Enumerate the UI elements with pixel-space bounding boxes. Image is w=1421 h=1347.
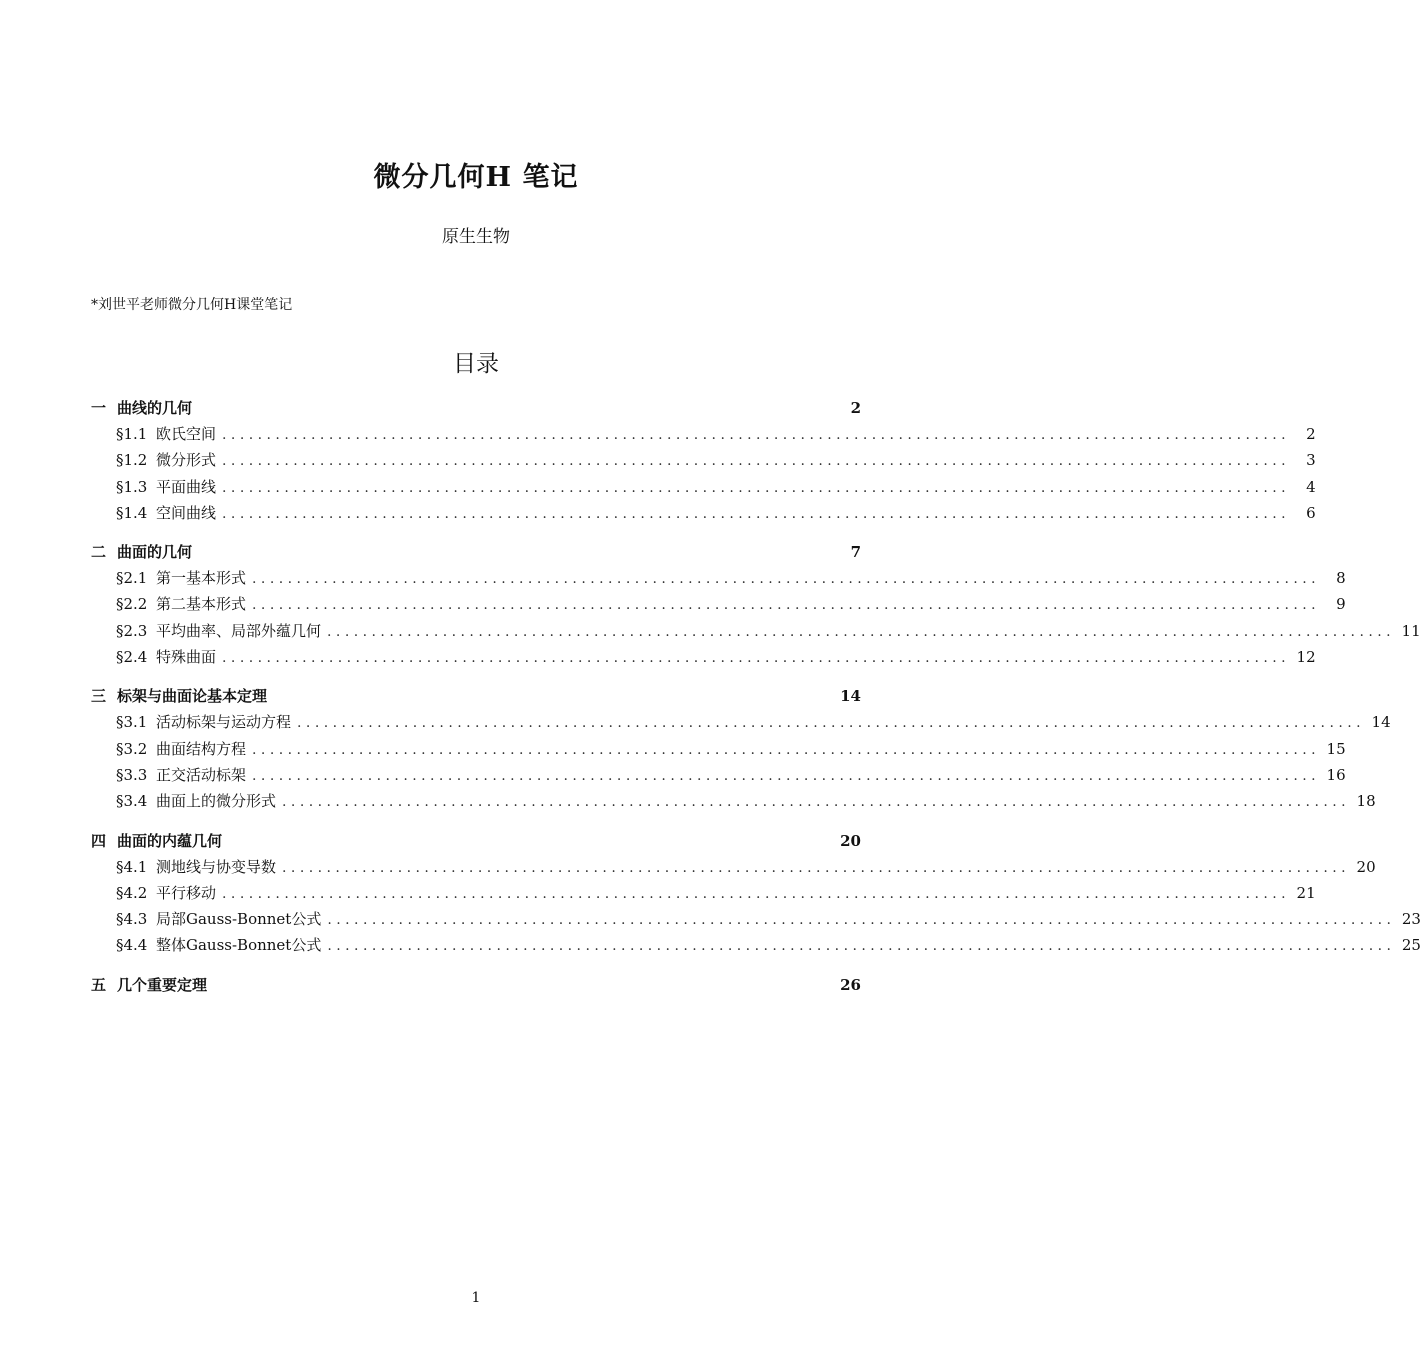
section-page: 25 — [1401, 936, 1421, 955]
section-number: §4.3 — [116, 910, 148, 929]
toc-heading: 目录 — [453, 351, 499, 377]
section-page: 16 — [1326, 765, 1346, 784]
chapter-number: 五 — [91, 975, 107, 994]
section-number: §1.2 — [116, 451, 148, 470]
section-title: 曲面结构方程 — [156, 739, 247, 758]
chapter-page: 20 — [840, 831, 861, 850]
dot-leader: . . . . . . . . . . . . . . . . . . . . . . . . . . . . . . . . . . . . . . . . . . . . . . . . . . . . . . . . . . . . . . . . . . . . . . . . . . . . . . . . . . . . . . . . . . . . . . . . . . . . . . . . . . . . . . . . . . . . . . . . — [327, 912, 1391, 929]
chapter-number: 四 — [91, 831, 107, 850]
section-number: §4.2 — [116, 883, 148, 902]
chapter-number: 三 — [91, 687, 107, 706]
section-title: 欧氏空间 — [156, 425, 217, 443]
dot-leader: . . . . . . . . . . . . . . . . . . . . . . . . . . . . . . . . . . . . . . . . . . . . . . . . . . . . . . . . . . . . . . . . . . . . . . . . . . . . . . . . . . . . . . . . . . . . . . . . . . . . . . . . . . . . . . . . . . . . . . . . — [222, 479, 1286, 496]
section-title: 第二基本形式 — [156, 595, 247, 614]
toc-chapter — [91, 683, 1391, 814]
dot-leader: . . . . . . . . . . . . . . . . . . . . . . . . . . . . . . . . . . . . . . . . . . . . . . . . . . . . . . . . . . . . . . . . . . . . . . . . . . . . . . . . . . . . . . . . . . . . . . . . . . . . . . . . . . . . . . . . . . . . . . . . — [222, 650, 1286, 667]
section-page: 9 — [1336, 595, 1346, 614]
section-page: 14 — [1371, 713, 1391, 732]
chapter-title: 标架与曲面论基本定理 — [117, 687, 268, 706]
section-title: 第一基本形式 — [156, 569, 247, 588]
section-number: §2.2 — [116, 595, 148, 614]
section-number: §4.4 — [116, 936, 148, 955]
toc-chapter-entry[interactable] — [91, 828, 861, 854]
toc-section-entry[interactable] — [91, 421, 1316, 447]
chapter-title: 曲面的内蕴几何 — [117, 831, 223, 850]
section-title: 空间曲线 — [156, 503, 217, 522]
dot-leader: . . . . . . . . . . . . . . . . . . . . . . . . . . . . . . . . . . . . . . . . . . . . . . . . . . . . . . . . . . . . . . . . . . . . . . . . . . . . . . . . . . . . . . . . . . . . . . . . . . . . . . . . . . . . . . . . . . . . . . . . — [222, 427, 1286, 443]
toc-section-entry[interactable] — [91, 906, 1421, 932]
toc-section-entry[interactable] — [91, 447, 1316, 473]
toc-section-entry[interactable] — [91, 788, 1376, 814]
section-page: 21 — [1296, 883, 1316, 902]
dot-leader: . . . . . . . . . . . . . . . . . . . . . . . . . . . . . . . . . . . . . . . . . . . . . . . . . . . . . . . . . . . . . . . . . . . . . . . . . . . . . . . . . . . . . . . . . . . . . . . . . . . . . . . . . . . . . . . . . . . . . . . . — [327, 938, 1391, 955]
section-page: 15 — [1326, 739, 1346, 758]
toc-section-entry[interactable] — [91, 500, 1316, 526]
page-number: 1 — [471, 1290, 481, 1306]
section-title: 特殊曲面 — [156, 648, 217, 667]
chapter-page: 7 — [850, 543, 861, 562]
section-title: 平均曲率、局部外蕴几何 — [156, 621, 322, 640]
chapter-title: 曲线的几何 — [117, 399, 193, 417]
document-title: 微分几何H 笔记 — [373, 162, 579, 193]
toc-chapter — [91, 539, 1421, 670]
section-number: §2.4 — [116, 648, 148, 667]
dot-leader: . . . . . . . . . . . . . . . . . . . . . . . . . . . . . . . . . . . . . . . . . . . . . . . . . . . . . . . . . . . . . . . . . . . . . . . . . . . . . . . . . . . . . . . . . . . . . . . . . . . . . . . . . . . . . . . . . . . . . . . . — [282, 794, 1346, 811]
toc-section-entry[interactable] — [91, 474, 1316, 500]
chapter-page: 26 — [840, 975, 861, 994]
section-title: 活动标架与运动方程 — [156, 713, 292, 732]
section-number: §2.3 — [116, 621, 148, 640]
section-number: §3.1 — [116, 713, 148, 732]
section-page: 20 — [1356, 857, 1376, 876]
toc-chapter-entry[interactable] — [91, 539, 861, 565]
chapter-number: 二 — [91, 543, 107, 562]
dot-leader: . . . . . . . . . . . . . . . . . . . . . . . . . . . . . . . . . . . . . . . . . . . . . . . . . . . . . . . . . . . . . . . . . . . . . . . . . . . . . . . . . . . . . . . . . . . . . . . . . . . . . . . . . . . . . . . . . . . . . . . . — [252, 767, 1316, 784]
section-number: §1.1 — [116, 425, 148, 443]
author-name: 原生生物 — [442, 227, 510, 247]
section-number: §3.4 — [116, 792, 148, 811]
footnote: *刘世平老师微分几何H课堂笔记 — [91, 297, 293, 313]
toc-chapter-entry[interactable] — [91, 972, 861, 998]
dot-leader: . . . . . . . . . . . . . . . . . . . . . . . . . . . . . . . . . . . . . . . . . . . . . . . . . . . . . . . . . . . . . . . . . . . . . . . . . . . . . . . . . . . . . . . . . . . . . . . . . . . . . . . . . . . . . . . . . . . . . . . . — [222, 885, 1286, 902]
toc-section-entry[interactable] — [91, 591, 1346, 617]
dot-leader: . . . . . . . . . . . . . . . . . . . . . . . . . . . . . . . . . . . . . . . . . . . . . . . . . . . . . . . . . . . . . . . . . . . . . . . . . . . . . . . . . . . . . . . . . . . . . . . . . . . . . . . . . . . . . . . . . . . . . . . . — [222, 505, 1286, 522]
section-title: 平行移动 — [156, 883, 217, 902]
chapter-title: 几个重要定理 — [117, 975, 208, 994]
section-page: 2 — [1306, 425, 1316, 443]
chapter-number: 一 — [91, 399, 107, 417]
section-title: 测地线与协变导数 — [156, 857, 277, 876]
section-page: 3 — [1306, 451, 1316, 470]
section-title: 平面曲线 — [156, 477, 217, 496]
section-title: 微分形式 — [156, 451, 217, 470]
toc-section-entry[interactable] — [91, 644, 1316, 670]
chapter-title: 曲面的几何 — [117, 543, 193, 562]
section-number: §4.1 — [116, 857, 148, 876]
section-number: §1.3 — [116, 477, 148, 496]
toc-chapter-entry[interactable] — [91, 683, 861, 709]
section-title: 曲面上的微分形式 — [156, 792, 277, 811]
dot-leader: . . . . . . . . . . . . . . . . . . . . . . . . . . . . . . . . . . . . . . . . . . . . . . . . . . . . . . . . . . . . . . . . . . . . . . . . . . . . . . . . . . . . . . . . . . . . . . . . . . . . . . . . . . . . . . . . . . . . . . . . — [222, 453, 1286, 470]
section-page: 23 — [1401, 910, 1421, 929]
toc-section-entry[interactable] — [91, 736, 1346, 762]
section-page: 18 — [1356, 792, 1376, 811]
section-number: §3.3 — [116, 765, 148, 784]
toc-section-entry[interactable] — [91, 565, 1346, 591]
toc-section-entry[interactable] — [91, 709, 1391, 735]
chapter-page: 14 — [840, 687, 861, 706]
section-title: 整体Gauss-Bonnet公式 — [156, 936, 322, 955]
dot-leader: . . . . . . . . . . . . . . . . . . . . . . . . . . . . . . . . . . . . . . . . . . . . . . . . . . . . . . . . . . . . . . . . . . . . . . . . . . . . . . . . . . . . . . . . . . . . . . . . . . . . . . . . . . . . . . . . . . . . . . . . — [252, 571, 1316, 588]
section-number: §1.4 — [116, 503, 148, 522]
dot-leader: . . . . . . . . . . . . . . . . . . . . . . . . . . . . . . . . . . . . . . . . . . . . . . . . . . . . . . . . . . . . . . . . . . . . . . . . . . . . . . . . . . . . . . . . . . . . . . . . . . . . . . . . . . . . . . . . . . . . . . . . — [282, 859, 1346, 876]
toc-section-entry[interactable] — [91, 932, 1421, 958]
toc-chapter — [91, 395, 1316, 526]
section-page: 4 — [1306, 477, 1316, 496]
toc-section-entry[interactable] — [91, 618, 1421, 644]
toc-section-entry[interactable] — [91, 762, 1346, 788]
section-number: §2.1 — [116, 569, 148, 588]
toc-chapter — [91, 828, 1421, 959]
toc-chapter-entry[interactable] — [91, 395, 861, 421]
dot-leader: . . . . . . . . . . . . . . . . . . . . . . . . . . . . . . . . . . . . . . . . . . . . . . . . . . . . . . . . . . . . . . . . . . . . . . . . . . . . . . . . . . . . . . . . . . . . . . . . . . . . . . . . . . . . . . . . . . . . . . . . — [297, 715, 1361, 732]
section-page: 8 — [1336, 569, 1346, 588]
dot-leader: . . . . . . . . . . . . . . . . . . . . . . . . . . . . . . . . . . . . . . . . . . . . . . . . . . . . . . . . . . . . . . . . . . . . . . . . . . . . . . . . . . . . . . . . . . . . . . . . . . . . . . . . . . . . . . . . . . . . . . . . — [252, 741, 1316, 758]
toc-section-entry[interactable] — [91, 880, 1316, 906]
table-of-contents — [91, 395, 1421, 1011]
toc-chapter — [91, 972, 861, 998]
section-page: 12 — [1296, 648, 1316, 667]
section-title: 正交活动标架 — [156, 765, 247, 784]
section-title: 局部Gauss-Bonnet公式 — [156, 910, 322, 929]
toc-section-entry[interactable] — [91, 854, 1376, 880]
section-page: 11 — [1401, 621, 1421, 640]
dot-leader: . . . . . . . . . . . . . . . . . . . . . . . . . . . . . . . . . . . . . . . . . . . . . . . . . . . . . . . . . . . . . . . . . . . . . . . . . . . . . . . . . . . . . . . . . . . . . . . . . . . . . . . . . . . . . . . . . . . . . . . . — [327, 623, 1391, 640]
dot-leader: . . . . . . . . . . . . . . . . . . . . . . . . . . . . . . . . . . . . . . . . . . . . . . . . . . . . . . . . . . . . . . . . . . . . . . . . . . . . . . . . . . . . . . . . . . . . . . . . . . . . . . . . . . . . . . . . . . . . . . . . — [252, 597, 1316, 614]
section-page: 6 — [1306, 503, 1316, 522]
section-number: §3.2 — [116, 739, 148, 758]
chapter-page: 2 — [850, 399, 861, 417]
